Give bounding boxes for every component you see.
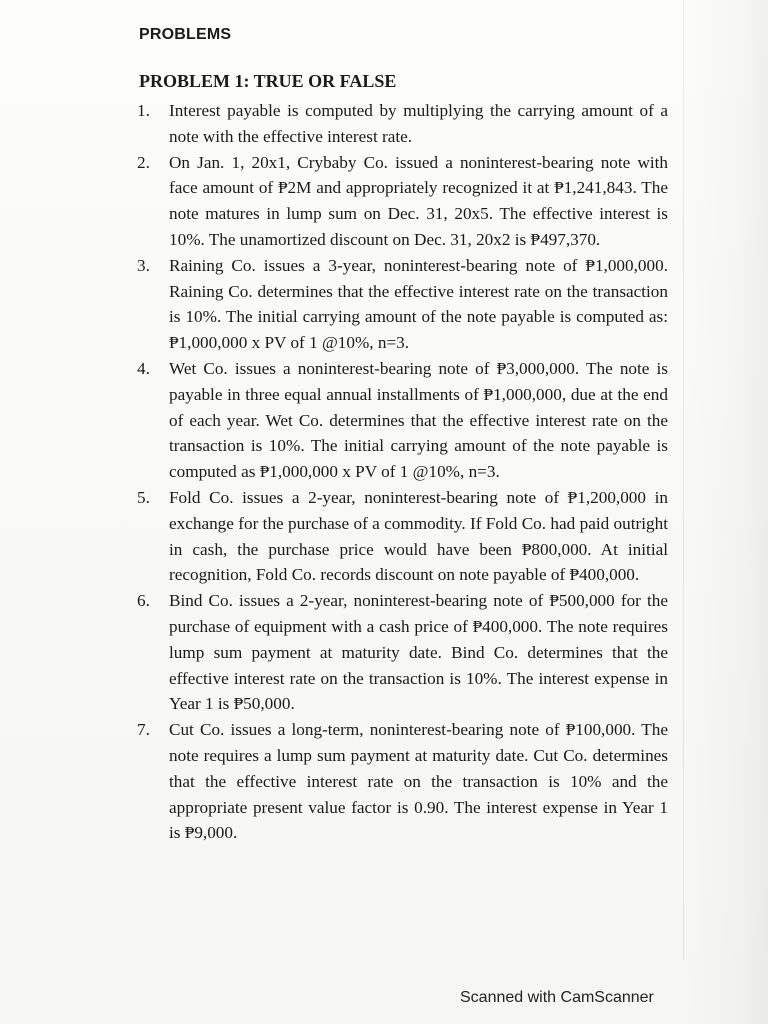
- section-header: PROBLEMS: [139, 26, 232, 43]
- item-number: 2.: [137, 152, 150, 172]
- item-text: Cut Co. issues a long-term, noninterest-bearing note of ₱100,000. The note requires a lump sum payment at maturity date. Cut Co. determines that the effective interest rate on the transaction is 10% and the appropriate present value factor is 0.90. The interest expense in Year 1 is ₱9,000.: [169, 720, 668, 843]
- page-edge-line: [683, 0, 684, 960]
- page-edge-shadow: [682, 0, 768, 1024]
- item-text: Raining Co. issues a 3-year, noninterest-bearing note of ₱1,000,000. Raining Co. determines that the effective interest rate on the transaction is 10%. The initial carrying amount of the note payable is computed as: ₱1,000,000 x PV of 1 @10%, n=3.: [169, 255, 668, 353]
- problem-item-1: [134, 98, 668, 150]
- item-number: 1.: [137, 101, 150, 120]
- item-number: 6.: [137, 591, 150, 611]
- item-number: 3.: [137, 255, 150, 275]
- item-number: 5.: [137, 487, 150, 507]
- item-number: 7.: [137, 720, 150, 740]
- item-text: On Jan. 1, 20x1, Crybaby Co. issued a noninterest-bearing note with face amount of ₱2M and appropriately recognized it at ₱1,241,843. The note matures in lump sum on Dec. 31, 20x5. The effective interest is 10%. The unamortized discount on Dec. 31, 20x2 is ₱497,370.: [169, 152, 668, 249]
- problem-item-7: [134, 717, 668, 846]
- problem-list: [134, 98, 668, 846]
- item-number: 4.: [137, 358, 150, 378]
- item-text: Fold Co. issues a 2-year, noninterest-bearing note of ₱1,200,000 in exchange for the purchase of a commodity. If Fold Co. had paid outright in cash, the purchase price would have been ₱800,000. At initial recognition, Fold Co. records discount on note payable of ₱400,000.: [169, 487, 668, 585]
- problem-item-5: [134, 485, 668, 588]
- problem-item-3: [134, 253, 668, 356]
- item-text: Bind Co. issues a 2-year, noninterest-bearing note of ₱500,000 for the purchase of equipment with a cash price of ₱400,000. The note requires lump sum payment at maturity date. Bind Co. determines that the effective interest rate on the transaction is 10%. The interest expense in Year 1 is ₱50,000.: [169, 591, 668, 714]
- item-text: Interest payable is computed by multiplying the carrying amount of a note with the effective interest rate.: [169, 101, 668, 146]
- scanner-watermark: Scanned with CamScanner: [460, 989, 654, 1006]
- problem-item-2: [134, 150, 668, 253]
- problem-item-4: [134, 356, 668, 485]
- problem-item-6: [134, 588, 668, 717]
- item-text: Wet Co. issues a noninterest-bearing note of ₱3,000,000. The note is payable in three equal annual installments of ₱1,000,000, due at the end of each year. Wet Co. determines that the effective interest rate on the transaction is 10%. The initial carrying amount of the note payable is computed as ₱1,000,000 x PV of 1 @10%, n=3.: [169, 358, 668, 482]
- problem-title: PROBLEM 1: TRUE OR FALSE: [139, 71, 397, 91]
